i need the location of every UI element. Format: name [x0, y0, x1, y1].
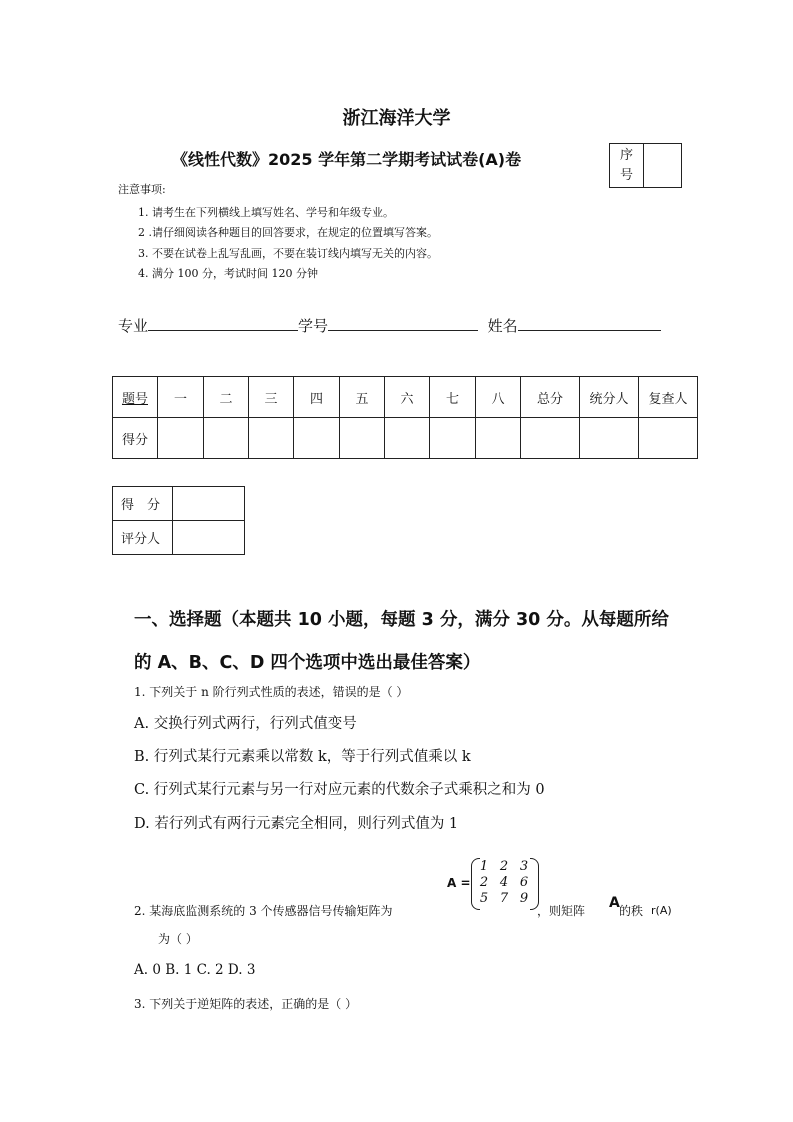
grader-cell[interactable] — [173, 521, 245, 555]
score-cell[interactable] — [340, 418, 385, 459]
major-label: 专业 — [118, 317, 149, 335]
matrix-cell: 7 — [499, 891, 509, 906]
score-cell[interactable] — [385, 418, 430, 459]
score-table-score-row — [113, 418, 698, 459]
note-item: 4. 满分 100 分，考试时间 120 分钟 — [138, 267, 318, 280]
question-1-option-d: D. 若行列式有两行元素完全相同，则行列式值为 1 — [134, 816, 459, 832]
student-id-label: 学号 — [298, 317, 329, 335]
grader-label: 评分人 — [113, 521, 173, 555]
score-cell[interactable] — [580, 418, 639, 459]
question-1-option-c: C. 行列式某行元素与另一行对应元素的代数余子式乘积之和为 0 — [134, 782, 545, 798]
score-cell[interactable] — [639, 418, 698, 459]
score-cell[interactable] — [294, 418, 340, 459]
question-2-rank-text: 的秩 — [619, 904, 644, 918]
score-header-cell: 总分 — [521, 377, 580, 418]
section-title-line-1: 一、选择题（本题共 10 小题，每题 3 分，满分 30 分。从每题所给 — [134, 610, 669, 630]
name-label: 姓名 — [487, 317, 518, 335]
matrix-cell: 2 — [479, 875, 489, 890]
score-table — [112, 376, 698, 459]
name-field[interactable] — [518, 316, 661, 331]
matrix-cell: 3 — [519, 859, 529, 874]
score-cell[interactable] — [204, 418, 249, 459]
grade-score-cell[interactable] — [173, 487, 245, 521]
score-header-cell: 复查人 — [639, 377, 698, 418]
question-1-stem: 1. 下列关于 n 阶行列式性质的表述，错误的是（ ） — [134, 685, 409, 699]
major-field[interactable] — [148, 316, 298, 331]
score-header-cell: 一 — [158, 377, 204, 418]
matrix-cell: 2 — [499, 859, 509, 874]
score-cell[interactable] — [521, 418, 580, 459]
university-name: 浙江海洋大学 — [342, 108, 451, 129]
score-header-cell: 三 — [249, 377, 294, 418]
section-grade-box — [112, 486, 245, 555]
score-header-cell: 统分人 — [580, 377, 639, 418]
score-header-cell: 二 — [204, 377, 249, 418]
score-cell[interactable] — [476, 418, 521, 459]
score-row-label: 得分 — [113, 418, 158, 459]
matrix-cell: 9 — [519, 891, 529, 906]
question-1-option-b: B. 行列式某行元素乘以常数 k，等于行列式值乘以 k — [134, 749, 471, 765]
score-header-cell: 题号 — [113, 377, 158, 418]
question-1-option-a: A. 交换行列式两行，行列式值变号 — [134, 716, 357, 732]
score-cell[interactable] — [249, 418, 294, 459]
score-table-header-row — [113, 377, 698, 418]
score-header-cell: 七 — [430, 377, 476, 418]
note-item: 3. 不要在试卷上乱写乱画，不要在装订线内填写无关的内容。 — [138, 247, 438, 260]
score-header-cell: 八 — [476, 377, 521, 418]
grade-score-label: 得 分 — [113, 487, 173, 521]
rank-notation: r(A) — [651, 904, 672, 917]
score-cell[interactable] — [158, 418, 204, 459]
question-2-stem-line-2: 为（ ） — [158, 932, 198, 946]
student-id-field[interactable] — [328, 316, 478, 331]
matrix-label: A = — [447, 876, 471, 890]
sequence-label-char-1: 序 — [619, 148, 633, 163]
section-title-line-2: 的 A、B、C、D 四个选项中选出最佳答案） — [134, 653, 481, 673]
score-header-cell: 四 — [294, 377, 340, 418]
sequence-label — [610, 144, 644, 187]
matrix-cell: 5 — [479, 891, 489, 906]
sequence-label-char-2: 号 — [619, 168, 633, 183]
question-2-options: A. 0 B. 1 C. 2 D. 3 — [134, 962, 256, 978]
matrix-a-symbol: A — [609, 895, 620, 911]
matrix-cell: 4 — [499, 875, 509, 890]
score-header-cell: 五 — [340, 377, 385, 418]
score-cell[interactable] — [430, 418, 476, 459]
note-item: 1. 请考生在下列横线上填写姓名、学号和年级专业。 — [138, 206, 394, 219]
score-header-cell: 六 — [385, 377, 430, 418]
note-item: 2 .请仔细阅读各种题目的回答要求，在规定的位置填写答案。 — [138, 226, 438, 239]
matrix-cell: 6 — [519, 875, 529, 890]
sequence-number-box — [609, 143, 682, 188]
matrix-cell: 1 — [479, 859, 489, 874]
question-3-stem: 3. 下列关于逆矩阵的表述，正确的是（ ） — [134, 997, 358, 1011]
notes-heading: 注意事项: — [118, 183, 166, 196]
question-2-stem: 2. 某海底监测系统的 3 个传感器信号传输矩阵为 — [134, 904, 393, 918]
student-info-row — [118, 315, 661, 336]
exam-title: 《线性代数》2025 学年第二学期考试试卷(A)卷 — [172, 150, 522, 169]
question-2-stem-mid: ，则矩阵 — [537, 904, 586, 918]
